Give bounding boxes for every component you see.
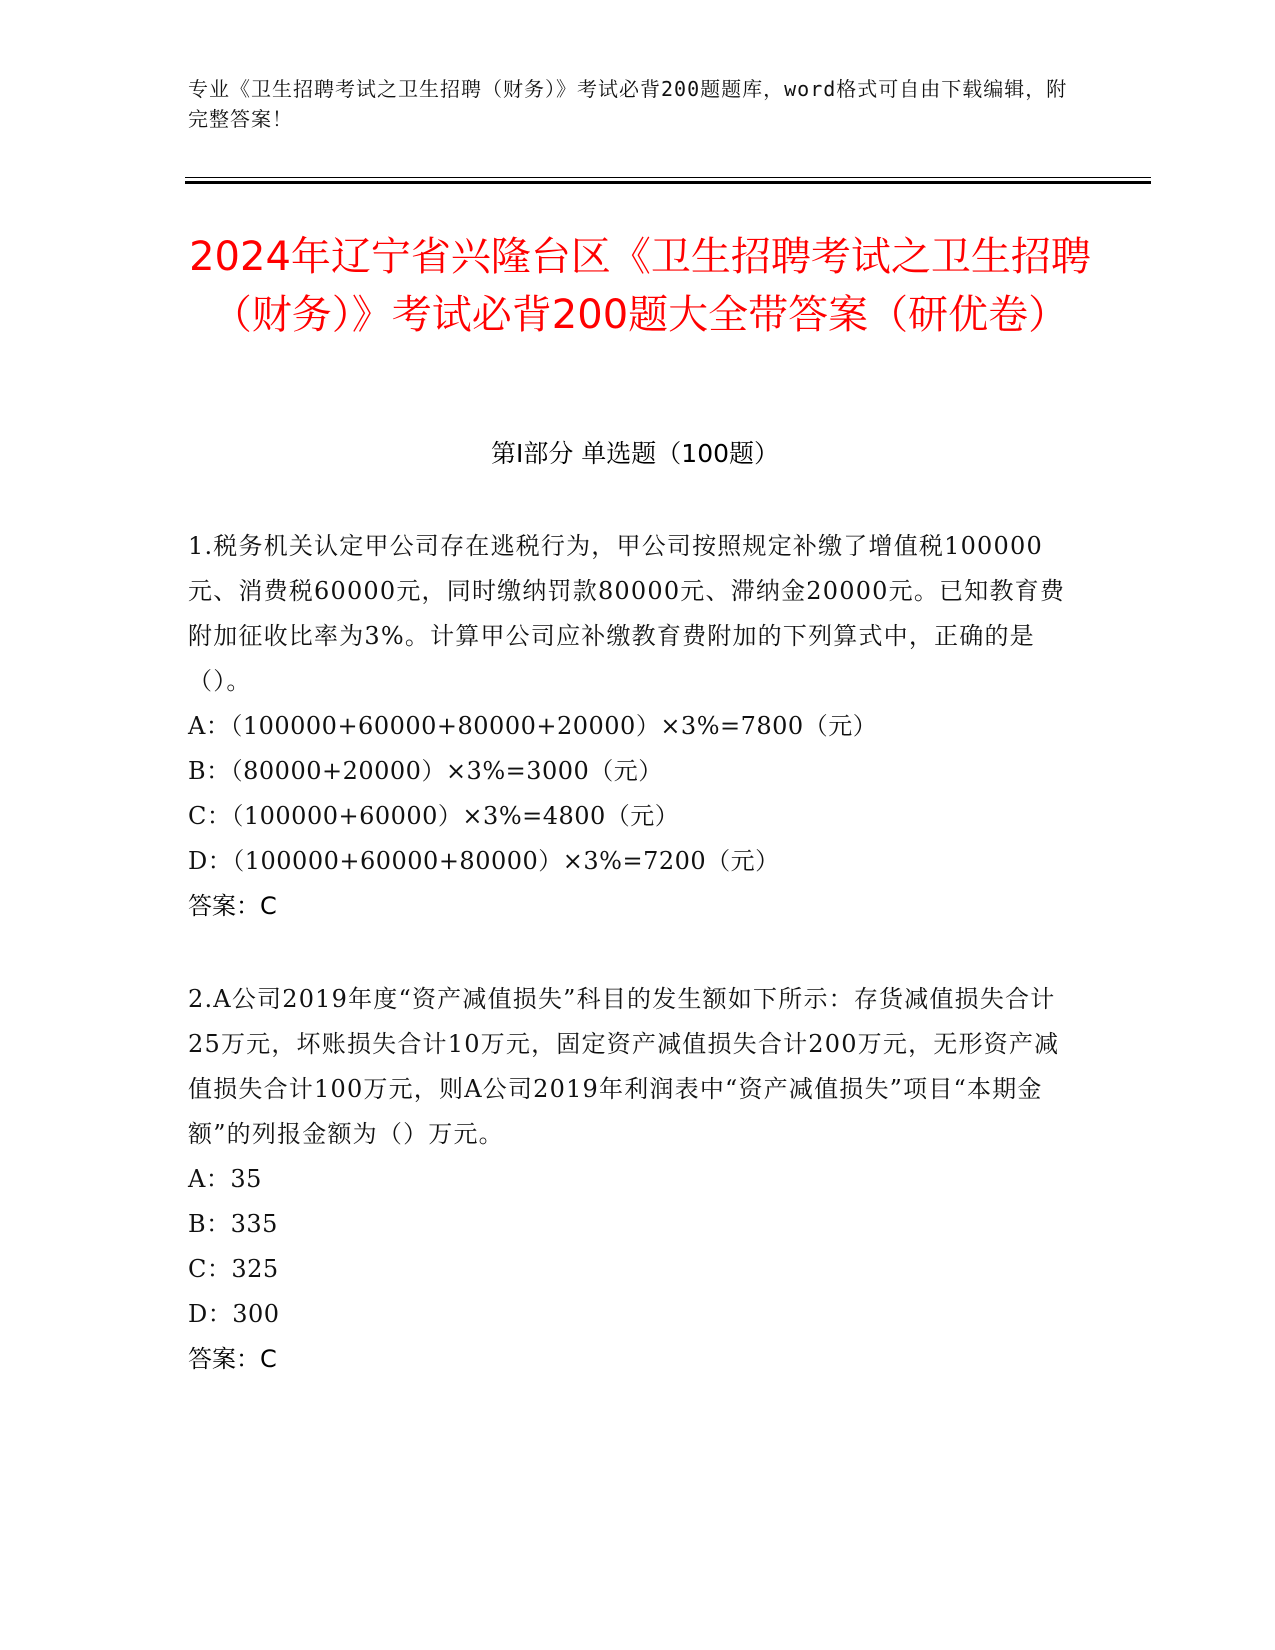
option-c: C：325 (188, 1255, 279, 1283)
option-d: D：（100000+60000+80000）×3%=7200（元） (188, 847, 780, 875)
option-a: A：（100000+60000+80000+20000）×3%=7800（元） (188, 712, 878, 740)
header-divider-thin (185, 177, 1151, 178)
option-a: A：35 (188, 1165, 262, 1193)
option-d: D：300 (188, 1300, 280, 1328)
question-stem: 1.税务机关认定甲公司存在逃税行为，甲公司按照规定补缴了增值税100000元、消费税60000元，同时缴纳罚款80000元、滞纳金20000元。已知教育费附加征收比率为3%。计算甲公司应补缴教育费附加的下列算式中，正确的是（）。 (188, 532, 1066, 695)
question-stem: 2.A公司2019年度“资产减值损失”科目的发生额如下所示：存货减值损失合计25万元，坏账损失合计10万元，固定资产减值损失合计200万元，无形资产减值损失合计100万元，则A公司2019年利润表中“资产减值损失”项目“本期金额”的列报金额为（）万元。 (188, 985, 1060, 1148)
answer: 答案：C (188, 892, 277, 920)
option-c: C：（100000+60000）×3%=4800（元） (188, 802, 680, 830)
option-b: B：335 (188, 1210, 278, 1238)
option-b: B：（80000+20000）×3%=3000（元） (188, 757, 663, 785)
question-1 (188, 524, 1068, 929)
header-divider-thick (185, 181, 1151, 184)
document-intro: 专业《卫生招聘考试之卫生招聘（财务）》考试必背200题题库，word格式可自由下载编辑，附完整答案！ (188, 77, 1068, 131)
section-title: 第Ⅰ部分 单选题（100题） (490, 439, 780, 468)
document-title: 2024年辽宁省兴隆台区《卫生招聘考试之卫生招聘（财务）》考试必背200题大全带答案（研优卷） (189, 234, 1091, 338)
question-2 (188, 977, 1068, 1382)
answer: 答案：C (188, 1345, 277, 1373)
